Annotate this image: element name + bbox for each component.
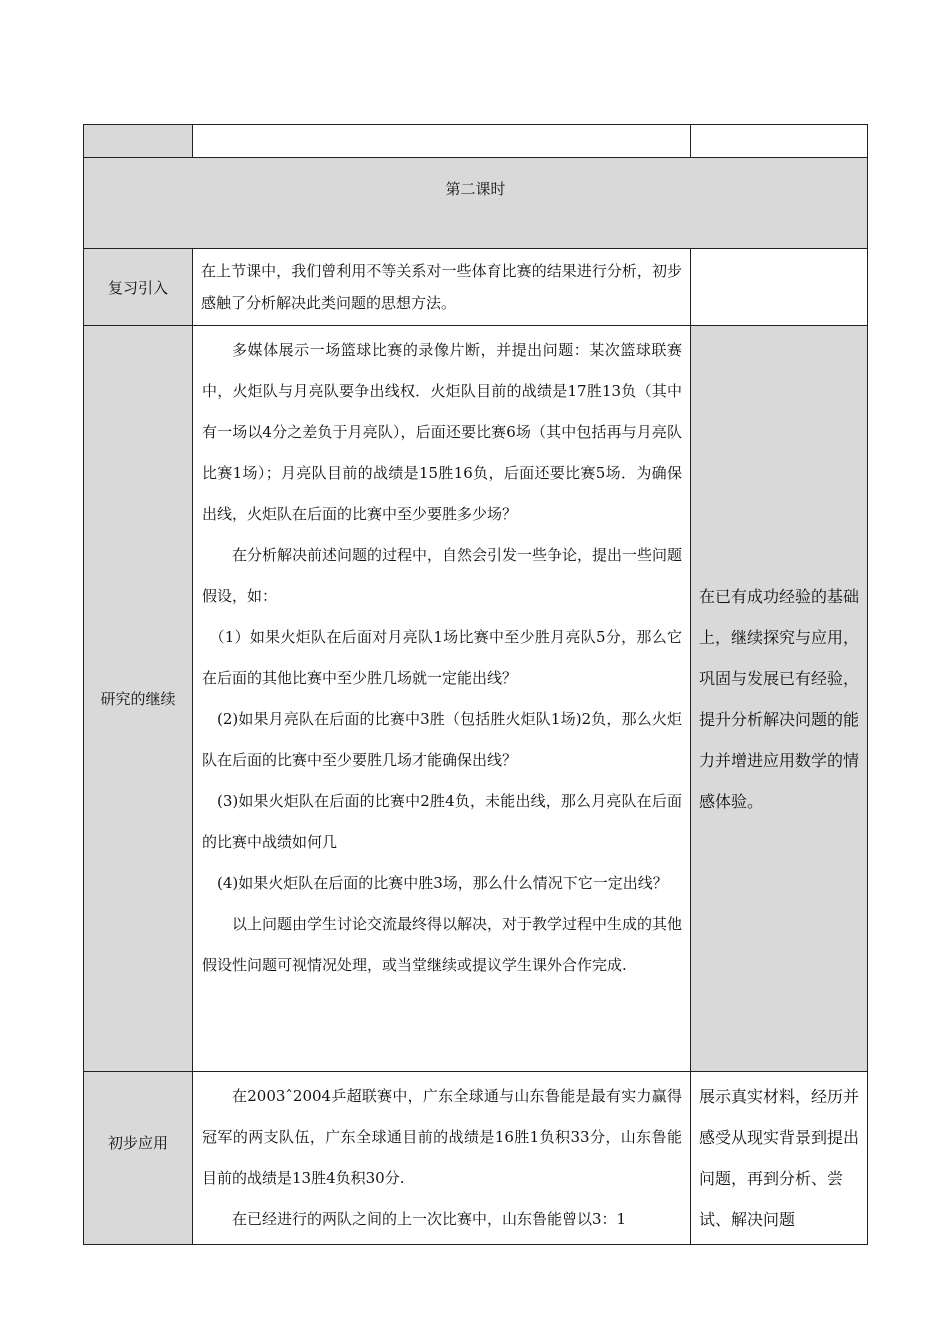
review-content: 在上节课中，我们曾利用不等关系对一些体育比赛的结果进行分析，初步感触了分析解决此类问题的思想方法。: [193, 249, 691, 326]
research-paragraph: 多媒体展示一场篮球比赛的录像片断，并提出问题：某次篮球联赛中，火炬队与月亮队要争出线权．火炬队目前的战绩是17胜13负（其中有一场以4分之差负于月亮队），后面还要比赛6场（其中包括再与月亮队比赛1场）；月亮队目前的战绩是15胜16负，后面还要比赛5场．为确保出线，火炬队在后面的比赛中至少要胜多少场？: [202, 341, 682, 523]
application-note: 展示真实材料，经历并感受从现实背景到提出问题，再到分析、尝试、解决问题: [691, 1072, 868, 1245]
research-label: 研究的继续: [84, 326, 193, 1072]
research-paragraph: 以上问题由学生讨论交流最终得以解决，对于教学过程中生成的其他假设性问题可视情况处理，或当堂继续或提议学生课外合作完成.: [202, 915, 683, 974]
review-note-cell: [691, 249, 868, 326]
research-question-2: (2)如果月亮队在后面的比赛中3胜（包括胜火炬队1场)2负，那么火炬队在后面的比赛中至少要胜几场才能确保出线？: [202, 710, 682, 769]
blank-label-cell: [84, 125, 193, 158]
application-label: 初步应用: [84, 1072, 193, 1245]
application-paragraph: 在2003ˆ2004乒超联赛中，广东全球通与山东鲁能是最有实力赢得冠军的两支队伍，广东全球通目前的战绩是16胜1负积33分，山东鲁能目前的战绩是13胜4负积30分.: [202, 1087, 682, 1187]
research-content: [193, 326, 691, 1072]
research-paragraph: 在分析解决前述问题的过程中，自然会引发一些争论，提出一些问题假设，如：: [202, 546, 683, 605]
application-row: [84, 1072, 868, 1245]
section-title: 第二课时: [84, 158, 868, 249]
header-blank-row: [84, 125, 868, 158]
application-content: [193, 1072, 691, 1245]
review-row: [84, 249, 868, 326]
research-note: 在已有成功经验的基础上，继续探究与应用，巩固与发展已有经验，提升分析解决问题的能力并增进应用数学的情感体验。: [691, 326, 868, 1072]
research-question-4: (4)如果火炬队在后面的比赛中胜3场，那么什么情况下它一定出线？: [217, 874, 668, 892]
lesson-plan-table: [83, 124, 868, 1245]
review-label: 复习引入: [84, 249, 193, 326]
research-row: [84, 326, 868, 1072]
section-title-row: [84, 158, 868, 249]
blank-note-cell: [691, 125, 868, 158]
blank-content-cell: [193, 125, 691, 158]
research-question-3: (3)如果火炬队在后面的比赛中2胜4负，未能出线，那么月亮队在后面的比赛中战绩如何几: [202, 792, 682, 851]
application-paragraph: 在已经进行的两队之间的上一次比赛中，山东鲁能曾以3：1: [232, 1210, 627, 1228]
research-question-1: （1）如果火炬队在后面对月亮队1场比赛中至少胜月亮队5分，那么它在后面的其他比赛中至少胜几场就一定能出线？: [202, 628, 682, 687]
